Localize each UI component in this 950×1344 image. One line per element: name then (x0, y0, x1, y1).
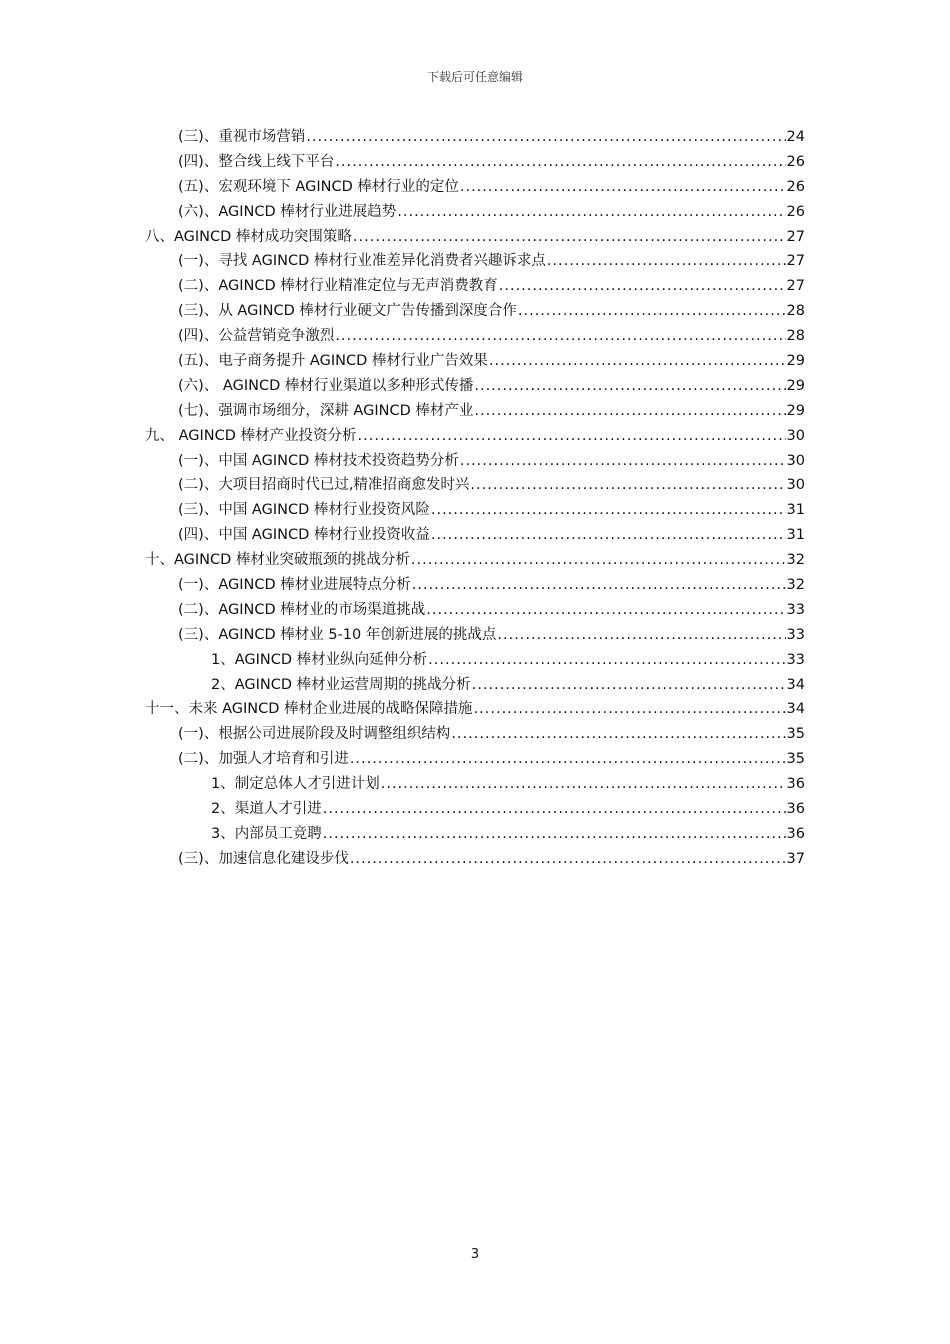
toc-entry[interactable] (145, 548, 805, 573)
toc-entry[interactable] (145, 424, 805, 449)
toc-leader-dots (547, 249, 786, 274)
table-of-contents (145, 125, 805, 872)
toc-entry-page: 30 (786, 452, 805, 469)
toc-entry[interactable] (145, 349, 805, 374)
toc-leader-dots (428, 648, 785, 673)
toc-leader-dots (474, 374, 785, 399)
toc-leader-dots (460, 449, 786, 474)
toc-entry-page: 31 (786, 527, 805, 544)
toc-leader-dots (497, 623, 785, 648)
toc-entry[interactable] (145, 573, 805, 598)
toc-leader-dots (470, 473, 785, 498)
toc-leader-dots (335, 150, 785, 175)
toc-leader-dots (323, 797, 786, 822)
toc-entry-title: (二)、AGINCD 棒材行业精准定位与无声消费教育 (178, 278, 498, 295)
toc-leader-dots (451, 722, 785, 747)
toc-entry-title: (三)、重视市场营销 (178, 129, 306, 145)
toc-entry-title: (二)、大项目招商时代已过,精准招商愈发时兴 (178, 477, 470, 494)
toc-entry-page: 28 (786, 328, 805, 345)
toc-leader-dots (381, 772, 786, 797)
toc-leader-dots (397, 200, 785, 225)
toc-entry-title: (一)、寻找 AGINCD 棒材行业准差异化消费者兴趣诉求点 (178, 253, 546, 270)
toc-entry[interactable] (145, 648, 805, 673)
toc-leader-dots (426, 598, 785, 623)
toc-entry-page: 33 (786, 651, 805, 668)
toc-entry-title: (三)、从 AGINCD 棒材行业硬文广告传播到深度合作 (178, 303, 517, 320)
toc-leader-dots (306, 125, 785, 150)
toc-entry-page: 29 (786, 402, 805, 419)
toc-entry-title: (一)、AGINCD 棒材业进展特点分析 (178, 577, 411, 594)
toc-leader-dots (323, 822, 786, 847)
toc-entry-page: 27 (786, 278, 805, 295)
page-number: 3 (470, 1247, 480, 1262)
toc-entry-title: (四)、整合线上线下平台 (178, 153, 335, 170)
toc-entry-title: 八、AGINCD 棒材成功突围策略 (145, 228, 352, 245)
toc-leader-dots (474, 399, 785, 424)
toc-entry[interactable] (145, 598, 805, 623)
toc-entry-page: 29 (786, 377, 805, 394)
toc-entry-page: 33 (786, 626, 805, 643)
toc-entry-page: 35 (786, 726, 805, 743)
toc-entry-page: 30 (786, 427, 805, 444)
toc-entry-page: 27 (786, 253, 805, 270)
toc-entry[interactable] (145, 200, 805, 225)
toc-leader-dots (411, 548, 786, 573)
toc-entry-title: (一)、根据公司进展阶段及时调整组织结构 (178, 726, 451, 743)
toc-entry-title: (六)、 AGINCD 棒材行业渠道以多种形式传播 (178, 377, 474, 394)
toc-entry-title: (一)、中国 AGINCD 棒材技术投资趋势分析 (178, 452, 459, 469)
toc-entry-page: 33 (786, 601, 805, 618)
toc-entry-title: (三)、AGINCD 棒材业 5-10 年创新进展的挑战点 (178, 626, 497, 643)
toc-entry[interactable] (145, 374, 805, 399)
toc-entry-title: (三)、中国 AGINCD 棒材行业投资风险 (178, 502, 430, 519)
toc-entry-title: (五)、电子商务提升 AGINCD 棒材行业广告效果 (178, 353, 488, 370)
toc-entry-page: 35 (786, 751, 805, 768)
toc-entry-title: 九、 AGINCD 棒材产业投资分析 (145, 427, 357, 444)
toc-entry-title: (二)、加强人才培育和引进 (178, 751, 349, 768)
toc-leader-dots (431, 498, 786, 523)
toc-entry[interactable] (145, 697, 805, 722)
toc-entry-title: 3、内部员工竞聘 (211, 825, 322, 842)
toc-entry-page: 36 (786, 825, 805, 842)
toc-entry[interactable] (145, 225, 805, 250)
toc-entry-page: 31 (786, 502, 805, 519)
toc-leader-dots (489, 349, 786, 374)
toc-entry-page: 27 (786, 228, 805, 245)
toc-entry[interactable] (145, 822, 805, 847)
toc-entry[interactable] (145, 125, 805, 150)
toc-leader-dots (335, 324, 785, 349)
toc-entry-title: (四)、公益营销竞争激烈 (178, 328, 335, 345)
toc-entry[interactable] (145, 449, 805, 474)
toc-entry[interactable] (145, 399, 805, 424)
toc-leader-dots (350, 847, 786, 872)
toc-leader-dots (474, 697, 786, 722)
toc-entry-title: 2、AGINCD 棒材业运营周期的挑战分析 (211, 676, 471, 693)
toc-entry-page: 37 (786, 850, 805, 867)
toc-entry-page: 36 (786, 776, 805, 793)
toc-leader-dots (350, 747, 786, 772)
toc-entry-title: (四)、中国 AGINCD 棒材行业投资收益 (178, 527, 430, 544)
toc-entry-title: 十一、未来 AGINCD 棒材企业进展的战略保障措施 (145, 701, 473, 718)
toc-entry[interactable] (145, 747, 805, 772)
toc-entry-page: 36 (786, 801, 805, 818)
toc-entry-title: (三)、加速信息化建设步伐 (178, 850, 349, 867)
toc-entry-page: 26 (786, 178, 805, 195)
toc-entry-page: 26 (786, 153, 805, 170)
toc-entry-page: 34 (786, 701, 805, 718)
toc-entry[interactable] (145, 847, 805, 872)
toc-entry-title: (五)、宏观环境下 AGINCD 棒材行业的定位 (178, 178, 459, 195)
toc-leader-dots (460, 175, 786, 200)
toc-entry[interactable] (145, 175, 805, 200)
toc-leader-dots (358, 424, 786, 449)
toc-entry[interactable] (145, 623, 805, 648)
toc-leader-dots (431, 523, 786, 548)
toc-leader-dots (412, 573, 786, 598)
toc-entry-title: (七)、强调市场细分，深耕 AGINCD 棒材产业 (178, 402, 474, 419)
toc-entry-title: (二)、AGINCD 棒材业的市场渠道挑战 (178, 601, 426, 618)
toc-entry[interactable] (145, 722, 805, 747)
toc-entry-title: 2、渠道人才引进 (211, 801, 322, 818)
toc-entry-title: 十、AGINCD 棒材业突破瓶颈的挑战分析 (145, 552, 410, 569)
toc-entry[interactable] (145, 498, 805, 523)
toc-entry-page: 24 (786, 129, 805, 145)
toc-entry-page: 30 (786, 477, 805, 494)
toc-entry[interactable] (145, 523, 805, 548)
toc-entry[interactable] (145, 274, 805, 299)
toc-entry-page: 32 (786, 552, 805, 569)
toc-entry[interactable] (145, 150, 805, 175)
toc-entry-title: 1、AGINCD 棒材业纵向延伸分析 (211, 651, 428, 668)
toc-entry-page: 34 (786, 676, 805, 693)
toc-entry[interactable] (145, 797, 805, 822)
toc-entry[interactable] (145, 772, 805, 797)
toc-entry-title: 1、制定总体人才引进计划 (211, 776, 380, 793)
toc-entry[interactable] (145, 324, 805, 349)
toc-entry[interactable] (145, 473, 805, 498)
toc-leader-dots (499, 274, 786, 299)
toc-entry-page: 28 (786, 303, 805, 320)
toc-entry-page: 26 (786, 203, 805, 220)
toc-entry-page: 32 (786, 577, 805, 594)
toc-entry[interactable] (145, 299, 805, 324)
toc-entry-title: (六)、AGINCD 棒材行业进展趋势 (178, 203, 397, 220)
toc-leader-dots (353, 225, 786, 250)
toc-entry[interactable] (145, 673, 805, 698)
toc-leader-dots (472, 673, 786, 698)
page-header: 下载后可任意编辑 (426, 70, 523, 84)
toc-leader-dots (518, 299, 786, 324)
toc-entry-page: 29 (786, 353, 805, 370)
toc-entry[interactable] (145, 249, 805, 274)
